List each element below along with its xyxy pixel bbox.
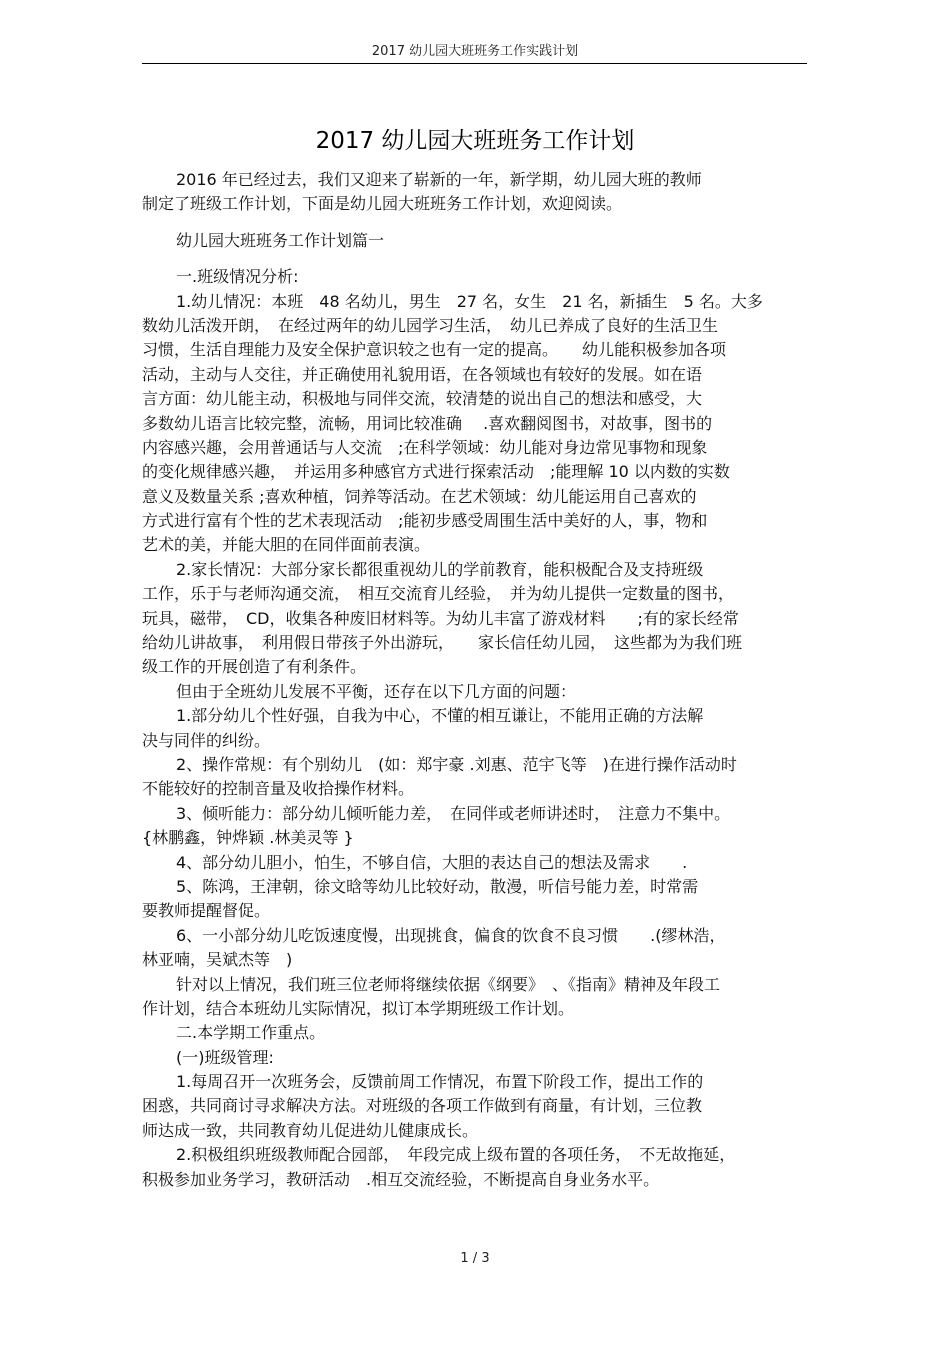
text-line: 意义及数量关系 ;喜欢种植，饲养等活动。在艺术领域：幼儿能运用自己喜欢的 — [142, 486, 697, 506]
text-line: 的变化规律感兴趣， 并运用多种感官方式进行探索活动 ;能理解 10 以内数的实数 — [142, 462, 730, 482]
text-line: 要教师提醒督促。 — [142, 901, 271, 921]
text-line: 制定了班级工作计划，下面是幼儿园大班班务工作计划，欢迎阅读。 — [142, 194, 623, 214]
text-line: 2.积极组织班级教师配合园部， 年段完成上级布置的各项任务， 不无故拖延， — [176, 1145, 736, 1165]
text-line: 玩具，磁带， CD，收集各种废旧材料等。为幼儿丰富了游戏材料 ;有的家长经常 — [142, 608, 739, 628]
text-line: 多数幼儿语言比较完整，流畅，用词比较准确 .喜欢翻阅图书，对故事，图书的 — [142, 413, 713, 433]
text-line: 内容感兴趣，会用普通话与人交流 ;在科学领域：幼儿能对身边常见事物和现象 — [142, 437, 708, 457]
text-line: 2、操作常规：有个别幼儿 (如：郑宇豪 .刘惠、范宇飞等 )在进行操作活动时 — [176, 754, 737, 774]
paragraph-gap — [142, 253, 812, 265]
section-heading: 一.班级情况分析: — [176, 267, 299, 287]
text-line: 不能较好的控制音量及收拾操作材料。 — [142, 779, 415, 799]
text-line: 2016 年已经过去，我们又迎来了崭新的一年，新学期，幼儿园大班的教师 — [176, 170, 702, 189]
text-line: 林亚喃，吴斌杰等 ) — [142, 950, 293, 970]
text-line: 针对以上情况，我们班三位老师将继续依据《纲要》 、《指南》精神及年段工 — [176, 974, 721, 994]
text-line: 方式进行富有个性的艺术表现活动 ;能初步感受周围生活中美好的人，事，物和 — [142, 511, 708, 531]
text-line: 1.幼儿情况：本班 48 名幼儿，男生 27 名，女生 21 名，新插生 5 名。大多 — [176, 291, 763, 311]
text-line: 艺术的美，并能大胆的在同伴面前表演。 — [142, 535, 431, 555]
text-line: 给幼儿讲故事， 利用假日带孩子外出游玩， 家长信任幼儿园， 这些都为为我们班 — [142, 633, 743, 653]
text-line: 活动，主动与人交往，并正确使用礼貌用语，在各领域也有较好的发展。如在语 — [142, 364, 703, 384]
document-body — [142, 168, 812, 1192]
header-divider — [142, 63, 807, 64]
text-line: 师达成一致，共同教育幼儿促进幼儿健康成长。 — [142, 1120, 479, 1140]
text-line: 作计划，结合本班幼儿实际情况，拟订本学期班级工作计划。 — [142, 998, 575, 1018]
text-line: 言方面：幼儿能主动，积极地与同伴交流，较清楚的说出自己的想法和感受，大 — [142, 389, 703, 409]
text-line: 5、陈鸿，王津朝，徐文晗等幼儿比较好动，散漫，听信号能力差，时常需 — [176, 876, 699, 896]
document-title: 2017 幼儿园大班班务工作计划 — [315, 128, 635, 154]
text-line: 3、倾听能力：部分幼儿倾听能力差， 在同伴或老师讲述时， 注意力不集中。 — [176, 803, 731, 823]
running-header: 2017 幼儿园大班班务工作实践计划 — [371, 44, 579, 59]
text-line: 1.部分幼儿个性好强，自我为中心，不懂的相互谦让，不能用正确的方法解 — [176, 706, 704, 726]
text-line: 困惑，共同商讨寻求解决方法。对班级的各项工作做到有商量，有计划，三位教 — [142, 1096, 703, 1116]
paragraph-gap — [142, 217, 812, 229]
text-line: 2.家长情况：大部分家长都很重视幼儿的学前教育，能积极配合及支持班级 — [176, 559, 704, 579]
text-line: 工作，乐于与老师沟通交流， 相互交流育儿经验， 并为幼儿提供一定数量的图书， — [142, 584, 735, 604]
text-line: {林鹏鑫，钟烨颖 .林美灵等 } — [142, 828, 354, 848]
section-heading: 幼儿园大班班务工作计划篇一 — [176, 230, 385, 250]
text-line: 1.每周召开一次班务会，反馈前周工作情况，布置下阶段工作，提出工作的 — [176, 1072, 704, 1092]
text-line: 级工作的开展创造了有利条件。 — [142, 657, 367, 677]
section-heading: 二.本学期工作重点。 — [176, 1023, 326, 1043]
section-heading: (一)班级管理: — [176, 1047, 274, 1067]
text-line: 习惯，生活自理能力及安全保护意识较之也有一定的提高。 幼儿能积极参加各项 — [142, 340, 727, 360]
text-line: 但由于全班幼儿发展不平衡，还存在以下几方面的问题： — [176, 681, 577, 701]
page-number: 1 / 3 — [460, 1251, 490, 1266]
text-line: 4、部分幼儿胆小，怕生，不够自信，大胆的表达自己的想法及需求 . — [176, 852, 688, 872]
text-line: 决与同伴的纠纷。 — [142, 730, 271, 750]
text-line: 积极参加业务学习，教研活动 .相互交流经验，不断提高自身业务水平。 — [142, 1169, 660, 1189]
text-line: 6、一小部分幼儿吃饭速度慢，出现挑食，偏食的饮食不良习惯 .(缪林浩， — [176, 925, 726, 945]
text-line: 数幼儿活泼开朗， 在经过两年的幼儿园学习生活， 幼儿已养成了良好的生活卫生 — [142, 315, 719, 335]
